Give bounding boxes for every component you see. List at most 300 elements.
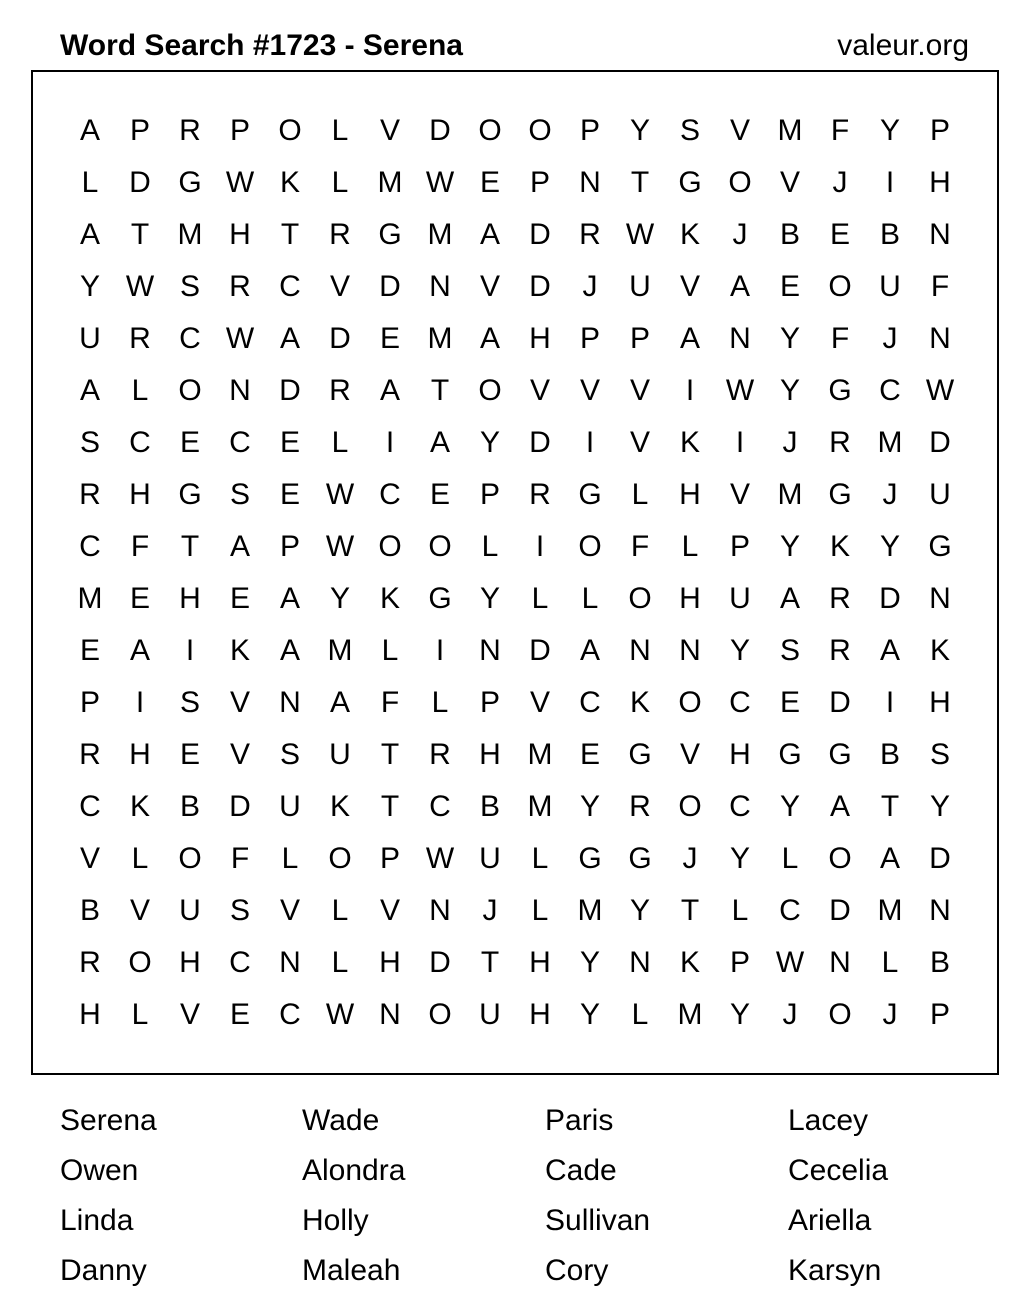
grid-letter: A [229, 530, 250, 563]
grid-letter: N [629, 634, 651, 667]
grid-letter: U [79, 322, 101, 355]
grid-letter: D [879, 582, 901, 615]
grid-letter: D [129, 166, 151, 199]
page-title: Word Search #1723 - Serena [60, 29, 463, 62]
grid-letter: O [678, 686, 702, 719]
grid-letter: T [380, 738, 400, 771]
grid-letter: N [279, 686, 301, 719]
grid-letter: R [829, 426, 851, 459]
grid-letter: H [379, 946, 401, 979]
grid-letter: A [829, 790, 850, 823]
grid-letter: G [828, 374, 852, 407]
grid-letter: R [329, 218, 351, 251]
grid-letter: M [327, 634, 353, 667]
grid-letter: G [828, 738, 852, 771]
grid-letter: D [929, 426, 951, 459]
grid-letter: P [379, 842, 400, 875]
grid-letter: B [179, 790, 200, 823]
grid-letter: C [179, 322, 201, 355]
grid-letter: K [929, 634, 950, 667]
grid-letter: L [331, 894, 349, 927]
word-list-item: Lacey [788, 1104, 869, 1137]
grid-letter: F [630, 530, 650, 563]
grid-letter: T [430, 374, 450, 407]
grid-letter: E [779, 686, 800, 719]
grid-letter: S [229, 478, 250, 511]
grid-letter: C [229, 946, 251, 979]
grid-letter: T [180, 530, 200, 563]
grid-letter: U [929, 478, 951, 511]
grid-letter: C [779, 894, 801, 927]
grid-letter: F [930, 270, 950, 303]
grid-letter: P [729, 946, 750, 979]
grid-letter: J [782, 426, 798, 459]
grid-letter: U [479, 998, 501, 1031]
grid-letter: F [380, 686, 400, 719]
grid-letter: W [925, 374, 955, 407]
grid-letter: L [81, 166, 99, 199]
grid-letter: A [79, 114, 100, 147]
grid-letter: B [779, 218, 800, 251]
grid-letter: R [529, 478, 551, 511]
grid-letter: T [480, 946, 500, 979]
grid-letter: L [631, 998, 649, 1031]
grid-letter: Y [929, 790, 950, 823]
grid-letter: U [279, 790, 301, 823]
grid-letter: A [279, 322, 300, 355]
grid-letter: L [381, 634, 399, 667]
grid-letter: U [729, 582, 751, 615]
grid-letter: Y [329, 582, 350, 615]
grid-letter: A [379, 374, 400, 407]
grid-letter: L [581, 582, 599, 615]
grid-letter: O [628, 582, 652, 615]
grid-letter: D [429, 946, 451, 979]
grid-letter: L [531, 842, 549, 875]
grid-letter: I [885, 686, 895, 719]
grid-letter: O [478, 114, 502, 147]
grid-letter: J [482, 894, 498, 927]
grid-letter: R [129, 322, 151, 355]
grid-letter: N [379, 998, 401, 1031]
grid-letter: G [178, 478, 202, 511]
grid-letter: D [429, 114, 451, 147]
grid-letter: G [428, 582, 452, 615]
grid-letter: L [331, 114, 349, 147]
grid-letter: N [929, 322, 951, 355]
grid-letter: F [830, 322, 850, 355]
grid-letter: V [629, 426, 650, 459]
grid-letter: M [777, 478, 803, 511]
grid-letter: G [628, 738, 652, 771]
grid-letter: A [479, 218, 500, 251]
word-list-item: Paris [545, 1104, 614, 1137]
grid-letter: O [178, 374, 202, 407]
grid-letter: S [279, 738, 300, 771]
grid-letter: R [629, 790, 651, 823]
grid-letter: M [177, 218, 203, 251]
grid-letter: R [79, 738, 101, 771]
grid-letter: D [329, 322, 351, 355]
grid-letter: O [578, 530, 602, 563]
grid-letter: D [529, 426, 551, 459]
grid-letter: Y [779, 790, 800, 823]
grid-letter: R [79, 946, 101, 979]
grid-letter: V [229, 686, 250, 719]
grid-letter: V [379, 894, 400, 927]
grid-letter: G [178, 166, 202, 199]
grid-letter: D [529, 634, 551, 667]
grid-letter: D [279, 374, 301, 407]
grid-letter: R [229, 270, 251, 303]
word-list-item: Ariella [788, 1204, 872, 1237]
grid-letter: I [685, 374, 695, 407]
grid-letter: W [125, 270, 155, 303]
grid-letter: J [732, 218, 748, 251]
grid-letter: G [778, 738, 802, 771]
grid-letter: C [229, 426, 251, 459]
grid-letter: P [529, 166, 550, 199]
grid-letter: W [225, 322, 255, 355]
grid-letter: F [230, 842, 250, 875]
grid-letter: C [79, 790, 101, 823]
grid-letter: N [229, 374, 251, 407]
grid-letter: A [879, 842, 900, 875]
grid-letter: L [681, 530, 699, 563]
grid-letter: K [229, 634, 250, 667]
grid-letter: J [882, 998, 898, 1031]
grid-letter: Y [729, 998, 750, 1031]
grid-letter: M [777, 114, 803, 147]
grid-letter: O [678, 790, 702, 823]
word-list-item: Danny [60, 1254, 147, 1287]
grid-letter: K [829, 530, 850, 563]
grid-letter: J [582, 270, 598, 303]
grid-letter: P [479, 686, 500, 719]
grid-letter: I [385, 426, 395, 459]
grid-letter: V [629, 374, 650, 407]
grid-letter: M [527, 738, 553, 771]
grid-letter: L [881, 946, 899, 979]
grid-letter: P [579, 114, 600, 147]
grid-letter: O [828, 270, 852, 303]
word-list-item: Maleah [302, 1254, 401, 1287]
grid-letter: U [329, 738, 351, 771]
grid-letter: O [378, 530, 402, 563]
grid-letter: V [179, 998, 200, 1031]
grid-letter: H [679, 582, 701, 615]
grid-letter: L [131, 374, 149, 407]
grid-letter: R [829, 634, 851, 667]
word-list-item: Alondra [302, 1154, 406, 1187]
grid-letter: N [429, 894, 451, 927]
word-list-item: Linda [60, 1204, 134, 1237]
grid-letter: J [882, 478, 898, 511]
grid-letter: H [679, 478, 701, 511]
grid-letter: M [677, 998, 703, 1031]
grid-letter: M [377, 166, 403, 199]
grid-letter: L [331, 426, 349, 459]
grid-letter: E [79, 634, 100, 667]
grid-letter: V [529, 686, 550, 719]
letter-grid [33, 72, 997, 1073]
grid-letter: O [128, 946, 152, 979]
grid-letter: L [781, 842, 799, 875]
grid-letter: H [529, 946, 551, 979]
grid-letter: M [427, 322, 453, 355]
grid-letter: L [131, 998, 149, 1031]
grid-letter: E [429, 478, 450, 511]
grid-letter: C [279, 998, 301, 1031]
grid-letter: H [929, 686, 951, 719]
grid-letter: I [885, 166, 895, 199]
grid-letter: M [77, 582, 103, 615]
grid-letter: Y [629, 114, 650, 147]
grid-letter: P [479, 478, 500, 511]
grid-letter: G [828, 478, 852, 511]
grid-letter: E [829, 218, 850, 251]
grid-letter: Y [779, 322, 800, 355]
grid-letter: J [832, 166, 848, 199]
grid-letter: V [679, 270, 700, 303]
site-name: valeur.org [837, 29, 969, 62]
grid-letter: K [679, 426, 700, 459]
grid-letter: P [79, 686, 100, 719]
grid-letter: W [325, 530, 355, 563]
grid-letter: R [329, 374, 351, 407]
grid-letter: V [729, 478, 750, 511]
grid-letter: G [378, 218, 402, 251]
word-list-item: Sullivan [545, 1204, 651, 1237]
grid-letter: S [179, 270, 200, 303]
grid-letter: V [479, 270, 500, 303]
grid-letter: P [729, 530, 750, 563]
grid-letter: Y [629, 894, 650, 927]
grid-letter: M [877, 894, 903, 927]
grid-letter: A [779, 582, 800, 615]
grid-letter: Y [879, 114, 900, 147]
word-list-item: Cade [545, 1154, 617, 1187]
word-list-item: Cory [545, 1254, 609, 1287]
grid-letter: C [729, 790, 751, 823]
grid-letter: Y [779, 530, 800, 563]
word-list [60, 1096, 1020, 1306]
grid-letter: U [179, 894, 201, 927]
word-list-item: Karsyn [788, 1254, 882, 1287]
grid-letter: N [929, 582, 951, 615]
grid-letter: M [527, 790, 553, 823]
grid-letter: K [379, 582, 400, 615]
grid-letter: A [679, 322, 700, 355]
grid-letter: E [179, 426, 200, 459]
grid-letter: B [479, 790, 500, 823]
grid-letter: Y [729, 842, 750, 875]
grid-letter: H [129, 478, 151, 511]
grid-letter: A [329, 686, 350, 719]
grid-letter: I [735, 426, 745, 459]
grid-letter: O [178, 842, 202, 875]
grid-letter: A [579, 634, 600, 667]
grid-letter: A [879, 634, 900, 667]
grid-letter: G [578, 842, 602, 875]
grid-letter: U [879, 270, 901, 303]
grid-letter: N [929, 894, 951, 927]
grid-letter: C [379, 478, 401, 511]
grid-letter: Y [479, 426, 500, 459]
grid-letter: Y [879, 530, 900, 563]
grid-letter: L [531, 582, 549, 615]
grid-letter: T [130, 218, 150, 251]
grid-letter: W [425, 166, 455, 199]
word-list-item: Owen [60, 1154, 139, 1187]
grid-letter: Y [779, 374, 800, 407]
grid-letter: A [279, 634, 300, 667]
grid-letter: V [129, 894, 150, 927]
grid-letter: N [429, 270, 451, 303]
grid-letter: M [877, 426, 903, 459]
grid-letter: L [331, 946, 349, 979]
grid-letter: B [879, 738, 900, 771]
grid-letter: D [929, 842, 951, 875]
grid-letter: B [929, 946, 950, 979]
grid-letter: I [585, 426, 595, 459]
grid-letter: N [829, 946, 851, 979]
grid-letter: O [528, 114, 552, 147]
grid-letter: R [579, 218, 601, 251]
grid-letter: O [328, 842, 352, 875]
grid-letter: E [179, 738, 200, 771]
grid-letter: H [179, 946, 201, 979]
grid-letter: R [429, 738, 451, 771]
grid-letter: K [679, 946, 700, 979]
grid-letter: W [225, 166, 255, 199]
grid-letter: B [879, 218, 900, 251]
grid-letter: H [479, 738, 501, 771]
grid-letter: D [229, 790, 251, 823]
grid-letter: W [625, 218, 655, 251]
grid-letter: A [79, 218, 100, 251]
grid-letter: G [628, 842, 652, 875]
grid-letter: D [529, 218, 551, 251]
grid-letter: N [729, 322, 751, 355]
grid-letter: N [279, 946, 301, 979]
grid-letter: U [479, 842, 501, 875]
grid-letter: C [129, 426, 151, 459]
grid-letter: V [729, 114, 750, 147]
grid-letter: N [679, 634, 701, 667]
grid-letter: E [579, 738, 600, 771]
grid-letter: A [129, 634, 150, 667]
word-list-item: Cecelia [788, 1154, 889, 1187]
grid-letter: E [479, 166, 500, 199]
grid-letter: V [229, 738, 250, 771]
grid-letter: O [428, 530, 452, 563]
puzzle-board [31, 70, 999, 1075]
grid-letter: L [531, 894, 549, 927]
grid-letter: C [579, 686, 601, 719]
grid-letter: W [425, 842, 455, 875]
grid-letter: F [830, 114, 850, 147]
grid-letter: A [429, 426, 450, 459]
grid-letter: V [279, 894, 300, 927]
word-list-item: Holly [302, 1204, 369, 1237]
grid-letter: E [279, 426, 300, 459]
grid-letter: O [728, 166, 752, 199]
word-list-item: Serena [60, 1104, 157, 1137]
grid-letter: Y [579, 998, 600, 1031]
grid-letter: W [325, 478, 355, 511]
grid-letter: I [535, 530, 545, 563]
grid-letter: O [478, 374, 502, 407]
grid-letter: N [479, 634, 501, 667]
grid-letter: V [679, 738, 700, 771]
grid-letter: M [427, 218, 453, 251]
grid-letter: D [379, 270, 401, 303]
grid-letter: C [279, 270, 301, 303]
grid-letter: P [629, 322, 650, 355]
grid-letter: E [379, 322, 400, 355]
grid-letter: E [279, 478, 300, 511]
grid-letter: D [829, 686, 851, 719]
grid-letter: G [578, 478, 602, 511]
grid-letter: P [279, 530, 300, 563]
grid-letter: G [678, 166, 702, 199]
grid-letter: S [929, 738, 950, 771]
grid-letter: L [331, 166, 349, 199]
grid-letter: L [431, 686, 449, 719]
grid-letter: H [929, 166, 951, 199]
grid-letter: J [682, 842, 698, 875]
grid-letter: K [329, 790, 350, 823]
grid-letter: H [129, 738, 151, 771]
grid-letter: R [179, 114, 201, 147]
grid-letter: T [630, 166, 650, 199]
grid-letter: W [725, 374, 755, 407]
grid-letter: M [577, 894, 603, 927]
grid-letter: J [782, 998, 798, 1031]
grid-letter: V [79, 842, 100, 875]
grid-letter: V [329, 270, 350, 303]
grid-letter: F [130, 530, 150, 563]
grid-letter: V [779, 166, 800, 199]
grid-letter: Y [79, 270, 100, 303]
grid-letter: E [129, 582, 150, 615]
grid-letter: Y [579, 790, 600, 823]
grid-letter: C [879, 374, 901, 407]
grid-letter: I [435, 634, 445, 667]
grid-letter: P [129, 114, 150, 147]
grid-letter: L [281, 842, 299, 875]
grid-letter: S [229, 894, 250, 927]
grid-letter: G [928, 530, 952, 563]
grid-letter: U [629, 270, 651, 303]
grid-letter: E [229, 998, 250, 1031]
grid-letter: B [79, 894, 100, 927]
grid-letter: J [882, 322, 898, 355]
grid-letter: K [629, 686, 650, 719]
grid-letter: N [579, 166, 601, 199]
grid-letter: A [79, 374, 100, 407]
grid-letter: O [828, 842, 852, 875]
grid-letter: H [529, 322, 551, 355]
grid-letter: V [379, 114, 400, 147]
grid-letter: W [775, 946, 805, 979]
grid-letter: E [229, 582, 250, 615]
grid-letter: H [79, 998, 101, 1031]
grid-letter: S [179, 686, 200, 719]
grid-letter: N [629, 946, 651, 979]
grid-letter: A [279, 582, 300, 615]
